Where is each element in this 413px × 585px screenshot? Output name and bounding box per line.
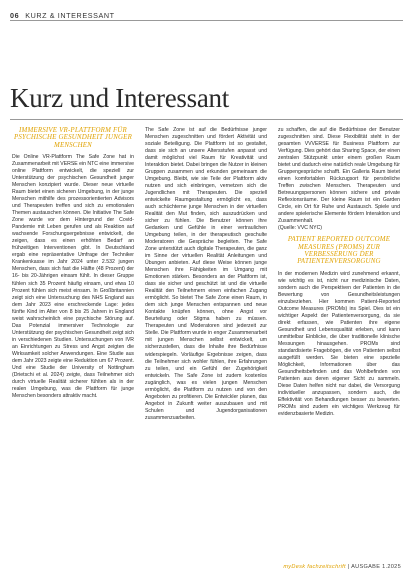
column-middle	[145, 127, 267, 422]
page-footer	[283, 564, 401, 570]
footer-separator: |	[347, 564, 352, 570]
page-number: 06	[10, 10, 20, 20]
title-divider	[10, 119, 403, 120]
article-heading-proms: PATIENT REPORTED OUTCOME MEASURES (PROMS) ZUR VERBESSERUNG DER PATIENTENVERSORGUNG	[287, 236, 391, 266]
header-divider	[10, 20, 403, 21]
issue-label: AUSGABE 1.2025	[351, 564, 401, 570]
column-left	[12, 127, 134, 400]
article-source: (Quelle: VVC NYC)	[278, 225, 322, 232]
article-body-proms: In der modernen Medizin wird zunehmend erkannt, wie wichtig es ist, nicht nur medizinische Daten, sondern auch die Perspektiven der Patienten in die Bewertung von Gesundheitsleistungen einzubeziehen. Hier kommen Patient-Reported Outcome Measures (PROMs) ins Spiel. Dies ist ein wichtiger Aspekt der Patientenversorgung, da sie direkt erfassen, wie Patienten ihre eigene Gesundheit und Lebensqualität erleben, und kann unmittelbar Einblicke, die über traditionelle klinische Messungen hinausgehen. PROMs sind standardisierte Fragebögen, die von Patienten selbst ausgefüllt werden. Sie bieten eine spezielle Möglichkeit, Informationen über das Gesundheitsbefinden und das Wohlbefinden von Patienten aus deren eigener Sicht zu sammeln. Diese Daten helfen nicht nur dabei, die Versorgung individueller anzupassen, sondern auch, die Effektivität von Behandlungen besser zu bewerten. PROMs sind zudem ein wichtiges Werkzeug für evidenzbasierte Medizin.	[278, 270, 400, 418]
article-body-vr-part1: Die Online VR-Plattform The Safe Zone hat in Zusammenarbeit mit VERSE ein NTC eine immersive online Plattform entwickelt, die speziell zur Unterstützung der psychischen Gesundheit junger Menschen konzipiert wurde. Dieser neue virtuelle Raum bietet einen sicheren Umgebung, in der junge Menschen mithilfe des prozessorientierten Advisors und Therapeuten treffen und sich zu emotionalen Themen austauschen können. Die Initiative The Safe Zone wurde vor dem Hintergrund der Covid-Pandemie mit Leben gerufen und als Reaktion auf wachsende Forschungsergebnisse entwickelt, die zeigen, dass es einen erhöhten Bedarf an frühzeitigen Interventionen gibt. In Deutschland ergab eine repräsentative Umfrage der Techniker Krankenkasse im Jahr 2024 unter 2.532 jungen Menschen, dass sich fast die Hälfte (48 Prozent) der 16- bis 20-Jährigen einsam fühlt. In dieser Gruppe fühlen sich 35 Prozent häufig einsam, und etwa 10 Prozent fühlen sich meist einsam. In Großbritannien zeigt sich eine Untersuchung des NHS England aus dem Jahr 2023 eine erschreckende Lage: jedes fünfte Kind im Alter von 8 bis 25 Jahren in England weist wahrscheinlich eine psychische Störung auf. Das Potenzial immersiver Technologie zur Unterstützung der psychischen Gesundheit zeigt sich in verschiedenen Studien. Untersuchungen von IVR an Einrichtungen zu Stress und Angst zeigten die Wirksamkeit solcher Anwendungen. Eine Studie aus dem Jahr 2023 zeigte eine Reduktion um 67 Prozent. Und eine Studie der University of Nottingham (Drietschi et al. 2024) zeigte, dass Teilnehmer sich durch virtuelle Realität sicherer fühlten als in der realen Umgebung, was die Plattform für junge Menschen besonders attraktiv macht.	[12, 154, 134, 399]
article-body-vr-part3: zu schaffen, die auf die Bedürfnisse der Benutzer zugeschnitten sind. Diese Flexibilität steht in der gesamten VVVERSE für Business Plattform zur Verfügung. Dies gehört das Sharing Space, der einen zentralen Stützpunkt unter einem großen Raum bietet und dadurch eine natürlich reale Umgebung für Gruppengespräche schafft. Ein Galleria Raum bietet einen komfortablen Rückzugsort für persönliche Treffen zwischen Menschen. Therapeuten und Betreuungspersonen können sichere und private Reflexionsräume. Der kleine Raum ist ein Garden Circle, ein Ort für Ruhe und Austausch. Spiele und andere spielerische Elemente fördern Interaktion und Zusammenhalt.	[278, 127, 400, 225]
column-right	[278, 127, 400, 418]
article-heading-vr-platform: IMMERSIVE VR-PLATTFORM FÜR PSYCHISCHE GESUNDHEIT JUNGER MENSCHEN	[13, 127, 133, 149]
page-title: Kurz und Interessant	[10, 83, 229, 113]
publication-name: myDesk fachzeitschrift	[283, 564, 346, 570]
article-body-vr-part2: The Safe Zone ist auf die Bedürfnisse junger Menschen zugeschnitten und fördert Aktivität und soziale Beteiligung. Die Plattform ist so gestaltet, dass sie sich an unsere Altersstufen anpasst und damit möglichst viel Raum für Kreativität und Interaktion bietet. Dabei bringen die Nutzer in kleinen Gruppen zusammen und erkunden gemeinsam die Umgebung. Bleibt, wie sie Teile der Plattform aktiv nutzen und sich einbringen, vernetzen sich die Jugendlichen mit Therapeuten. Die speziell entwickelte Raumgestaltung ermöglicht es, dass auch schüchterne junge Menschen in der virtuellen Realität den Mut finden, sich auszudrücken und sicher zu fühlen. Die Benutzer können ihre Gedanken und Gefühle in einer vertraulichen Umgebung teilen, in der therapeutisch geschulte Moderatoren die Gespräche begleiten. The Safe Zone unterstützt auch digitale Therapeuten, die ganz im Sinne der virtuellen Realität Anleitungen und Übungen anbieten. Auf diese Weise können junge Menschen ihre Fähigkeiten im Umgang mit Emotionen stärken. Besonders an der Plattform ist, dass sie sicher und geschützt ist und die virtuelle Realität den Teilnehmern einen einfachen Zugang ermöglicht. So bietet The Safe Zone einen Raum, in dem sich junge Menschen entspannen und neue Kontakte knüpfen können, ohne Angst vor Beurteilung oder Stigma haben zu müssen. Therapeuten und Moderatoren sind jederzeit zur Stelle. Die Plattform wurde in enger Zusammenarbeit mit jungen Menschen selbst entwickelt, um sicherzustellen, dass die Inhalte ihre Bedürfnisse widerspiegeln. Vorläufige Ergebnisse zeigen, dass die Teilnehmer sich wohler fühlen, ihre Erfahrungen zu teilen, und ein Gefühl der Zugehörigkeit entwickeln. The Safe Zone ist zudem kostenlos zugänglich, was es vielen jungen Menschen ermöglicht, die Plattform zu nutzen und von den Angeboten zu profitieren. Die Entwickler planen, das Angebot in Zukunft weiter auszubauen und mit Schulen und Jugendorganisationen zusammenzuarbeiten.	[145, 127, 267, 421]
section-name: KURZ & INTERESSANT	[25, 10, 115, 20]
